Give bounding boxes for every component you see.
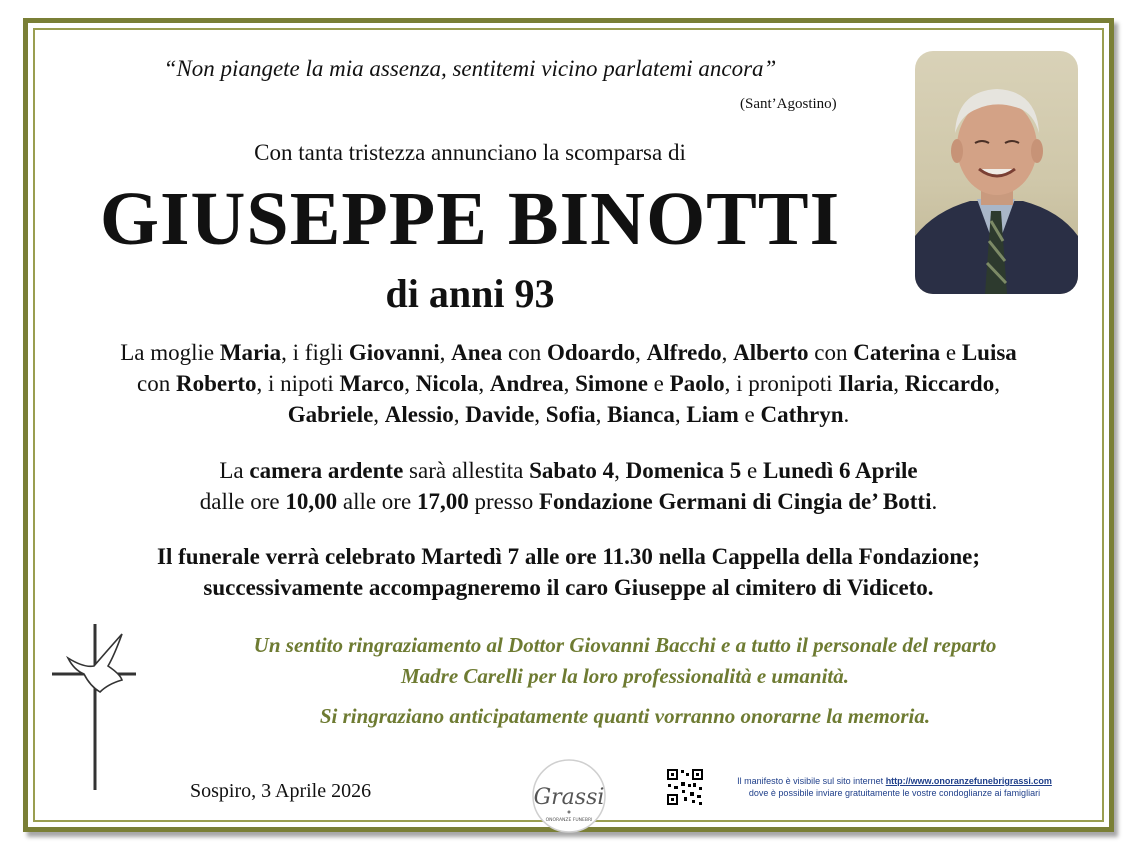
wake-strong: camera ardente [249, 458, 404, 483]
family-text: . [843, 402, 850, 427]
family-name: Davide [465, 402, 535, 427]
family-name: Marco [339, 371, 405, 396]
family-name: Sofia [545, 402, 596, 427]
family-name: Alberto [733, 340, 809, 365]
wake-strong: 17,00 [416, 489, 469, 514]
family-text: , [721, 340, 734, 365]
family-name: Riccardo [904, 371, 995, 396]
family-name: Roberto [176, 371, 257, 396]
family-name: Bianca [607, 402, 675, 427]
quote-author: (Sant’Agostino) [740, 96, 837, 112]
wake-text: , [614, 458, 626, 483]
family-announcement [40, 337, 1097, 430]
family-text: , [674, 402, 687, 427]
family-name: Alfredo [646, 340, 722, 365]
family-name: Simone [575, 371, 648, 396]
intro-text: Con tanta tristezza annunciano la scomparsa di [254, 140, 686, 165]
cross-dove-icon [50, 622, 140, 792]
wake-line-1 [60, 455, 1077, 486]
family-name: Odoardo [546, 340, 636, 365]
date-place: Sospiro, 3 Aprile 2026 [190, 780, 372, 802]
thanks-message [150, 630, 1100, 692]
logo-text: Grassi [533, 785, 605, 810]
family-text: , [534, 402, 546, 427]
website-link[interactable]: http://www.onoranzefunebrigrassi.com [885, 776, 1052, 786]
quote-text: “Non piangete la mia assenza, sentitemi vicino parlatemi ancora” [163, 56, 777, 81]
family-text: , [595, 402, 608, 427]
thanks-line-2: Madre Carelli per la loro professionalità e umanità. [400, 664, 850, 688]
family-text: con [137, 371, 176, 396]
funeral-line-2: successivamente accompagneremo il caro Giuseppe al cimitero di Vidiceto. [203, 575, 934, 600]
wake-strong: Sabato 4 [529, 458, 615, 483]
family-line-3 [40, 399, 1097, 430]
family-text: con [502, 340, 547, 365]
qr-code-icon[interactable] [666, 768, 704, 806]
portrait-photo [915, 51, 1078, 294]
website-prefix: Il manifesto è visibile sul sito internet [737, 776, 886, 786]
family-text: , i figli [281, 340, 349, 365]
website-line-2: dove è possibile inviare gratuitamente le vostre condoglianze ai famigliari [748, 788, 1041, 798]
grassi-logo [527, 752, 612, 837]
family-text: , [439, 340, 452, 365]
family-name: Nicola [415, 371, 479, 396]
wake-text: . [931, 489, 938, 514]
family-name: Alessio [384, 402, 454, 427]
deceased-age: di anni 93 [385, 271, 555, 316]
family-name: Gabriele [287, 402, 374, 427]
wake-text: presso [468, 489, 539, 514]
thanks-line-1: Un sentito ringraziamento al Dottor Giovanni Bacchi e a tutto il personale del reparto [253, 633, 997, 657]
logo-subtext: ONORANZE FUNEBRI [545, 818, 593, 823]
family-name: Ilaria [838, 371, 894, 396]
family-line-1 [40, 337, 1097, 368]
family-text: e [940, 340, 962, 365]
family-name: Maria [219, 340, 282, 365]
wake-strong: Fondazione Germani di Cingia de’ Botti [538, 489, 932, 514]
family-name: Anea [451, 340, 503, 365]
wake-text: e [741, 458, 763, 483]
family-text: , [563, 371, 576, 396]
wake-strong: Lunedì 6 Aprile [762, 458, 918, 483]
family-text: e [647, 371, 670, 396]
family-name: Luisa [961, 340, 1017, 365]
family-text: , [404, 371, 416, 396]
family-line-2 [40, 368, 1097, 399]
family-text: , [994, 371, 1000, 396]
wake-text: alle ore [337, 489, 417, 514]
family-text: , [635, 340, 647, 365]
website-line-1 [712, 775, 1077, 787]
family-text: con [808, 340, 854, 365]
family-text: , [453, 402, 466, 427]
wake-strong: Domenica 5 [625, 458, 742, 483]
thanks-line-3: Si ringraziano anticipatamente quanti vorranno onorarne la memoria. [319, 704, 931, 728]
funeral-line-1: Il funerale verrà celebrato Martedì 7 alle ore 11.30 nella Cappella della Fondazione; [157, 544, 980, 569]
family-text: e [738, 402, 761, 427]
wake-announcement [60, 455, 1077, 517]
family-name: Caterina [853, 340, 941, 365]
family-text: , [373, 402, 385, 427]
wake-text: La [219, 458, 250, 483]
wake-line-2 [60, 486, 1077, 517]
wake-strong: 10,00 [285, 489, 338, 514]
website-note [712, 775, 1077, 799]
family-name: Cathryn [760, 402, 844, 427]
funeral-announcement [40, 541, 1097, 603]
wake-text: sarà allestita [403, 458, 530, 483]
family-name: Paolo [669, 371, 725, 396]
family-name: Liam [686, 402, 739, 427]
family-text: , i nipoti [256, 371, 340, 396]
deceased-name: GIUSEPPE BINOTTI [99, 177, 841, 261]
family-text: , [478, 371, 490, 396]
family-text: , i pronipoti [724, 371, 839, 396]
family-text: La moglie [120, 340, 220, 365]
family-name: Giovanni [348, 340, 440, 365]
family-name: Andrea [489, 371, 564, 396]
wake-text: dalle ore [199, 489, 286, 514]
family-text: , [893, 371, 905, 396]
